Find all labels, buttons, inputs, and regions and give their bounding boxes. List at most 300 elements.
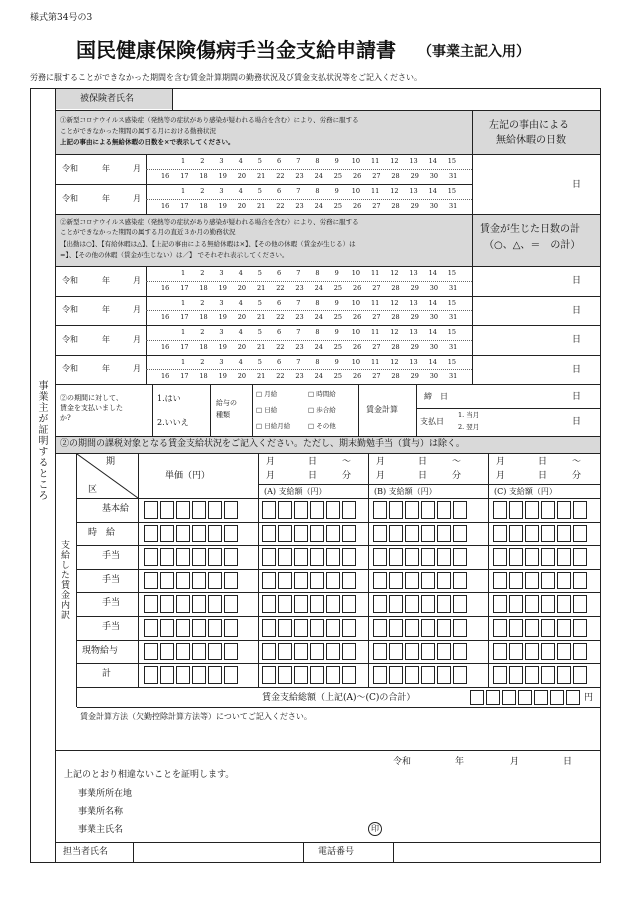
- day-number[interactable]: 12: [390, 357, 399, 366]
- amount-digit-box[interactable]: [509, 572, 523, 590]
- day-number[interactable]: 4: [238, 187, 243, 195]
- amount-digit-box[interactable]: [224, 619, 238, 637]
- amount-digit-box[interactable]: [373, 666, 387, 684]
- day-number[interactable]: 28: [391, 372, 400, 381]
- wage-type-hourly[interactable]: □ 時間給: [308, 390, 336, 398]
- day-number[interactable]: 23: [295, 172, 304, 180]
- day-number[interactable]: 19: [218, 283, 227, 292]
- amount-digit-box[interactable]: [192, 501, 206, 519]
- amount-digit-box[interactable]: [278, 643, 292, 661]
- day-number[interactable]: 30: [429, 202, 439, 210]
- amount-digit-box[interactable]: [437, 548, 451, 566]
- day-number[interactable]: 5: [257, 187, 262, 195]
- total-digit-box[interactable]: [518, 690, 532, 705]
- day-number[interactable]: 29: [410, 202, 419, 210]
- amount-digit-box[interactable]: [453, 572, 467, 590]
- wage-type-monthly[interactable]: □ 月給: [256, 390, 278, 398]
- amount-digit-box[interactable]: [389, 643, 403, 661]
- amount-digit-box[interactable]: [192, 643, 206, 661]
- day-number[interactable]: 19: [218, 342, 227, 351]
- day-number[interactable]: 7: [296, 157, 301, 165]
- day-number[interactable]: 17: [180, 283, 189, 292]
- amount-digit-box[interactable]: [557, 595, 571, 613]
- day-number[interactable]: 8: [315, 357, 320, 366]
- day-number[interactable]: 7: [296, 357, 301, 366]
- amount-digit-box[interactable]: [373, 619, 387, 637]
- amount-digit-box[interactable]: [557, 501, 571, 519]
- day-number[interactable]: 9: [334, 187, 339, 195]
- amount-digit-box[interactable]: [373, 548, 387, 566]
- day-number[interactable]: 19: [218, 202, 227, 210]
- day-number[interactable]: 5: [257, 157, 262, 165]
- day-number[interactable]: 26: [353, 283, 362, 292]
- amount-digit-box[interactable]: [493, 501, 507, 519]
- amount-digit-box[interactable]: [389, 595, 403, 613]
- day-number[interactable]: 27: [372, 172, 381, 180]
- amount-digit-box[interactable]: [342, 643, 356, 661]
- amount-digit-box[interactable]: [310, 619, 324, 637]
- amount-digit-box[interactable]: [224, 572, 238, 590]
- day-number[interactable]: 30: [429, 372, 439, 381]
- amount-digit-box[interactable]: [509, 619, 523, 637]
- day-number[interactable]: 11: [371, 328, 380, 336]
- day-number[interactable]: 5: [257, 269, 262, 277]
- day-number[interactable]: 8: [315, 269, 320, 277]
- day-number[interactable]: 24: [314, 283, 323, 292]
- day-number[interactable]: 9: [334, 357, 339, 366]
- amount-digit-box[interactable]: [160, 619, 174, 637]
- amount-digit-box[interactable]: [493, 666, 507, 684]
- amount-digit-box[interactable]: [493, 548, 507, 566]
- calc-method-field[interactable]: [77, 726, 600, 750]
- day-number[interactable]: 21: [257, 202, 266, 210]
- day-number[interactable]: 9: [334, 269, 339, 277]
- wage-type-commission[interactable]: □ 歩合給: [308, 406, 336, 414]
- amount-digit-box[interactable]: [573, 619, 587, 637]
- total-digit-box[interactable]: [550, 690, 564, 705]
- day-number[interactable]: 7: [296, 298, 301, 307]
- day-number[interactable]: 18: [199, 283, 208, 292]
- amount-digit-box[interactable]: [509, 501, 523, 519]
- amount-digit-box[interactable]: [421, 548, 435, 566]
- day-number[interactable]: 29: [410, 283, 419, 292]
- day-number[interactable]: 21: [257, 313, 266, 322]
- amount-digit-box[interactable]: [192, 595, 206, 613]
- day-number[interactable]: 20: [237, 172, 247, 180]
- amount-digit-box[interactable]: [310, 666, 324, 684]
- total-digit-box[interactable]: [534, 690, 548, 705]
- day-number[interactable]: 15: [447, 328, 457, 336]
- day-number[interactable]: 16: [161, 283, 170, 292]
- amount-digit-box[interactable]: [326, 643, 340, 661]
- day-number[interactable]: 29: [410, 372, 419, 381]
- amount-digit-box[interactable]: [224, 501, 238, 519]
- amount-digit-box[interactable]: [176, 619, 190, 637]
- amount-digit-box[interactable]: [342, 548, 356, 566]
- payday-current-month[interactable]: 1. 当月: [458, 411, 480, 419]
- amount-digit-box[interactable]: [557, 666, 571, 684]
- day-number[interactable]: 11: [371, 157, 380, 165]
- day-number[interactable]: 2: [200, 187, 205, 195]
- amount-digit-box[interactable]: [405, 548, 419, 566]
- amount-digit-box[interactable]: [421, 595, 435, 613]
- amount-digit-box[interactable]: [421, 572, 435, 590]
- day-number[interactable]: 21: [257, 372, 266, 381]
- day-number[interactable]: 31: [449, 313, 458, 322]
- day-number[interactable]: 13: [409, 298, 418, 307]
- day-number[interactable]: 4: [238, 269, 243, 277]
- amount-digit-box[interactable]: [573, 595, 587, 613]
- day-number[interactable]: 29: [410, 172, 419, 180]
- amount-digit-box[interactable]: [278, 501, 292, 519]
- amount-digit-box[interactable]: [294, 548, 308, 566]
- day-number[interactable]: 25: [333, 172, 343, 180]
- day-number[interactable]: 6: [277, 357, 282, 366]
- amount-digit-box[interactable]: [144, 572, 158, 590]
- amount-digit-box[interactable]: [176, 643, 190, 661]
- day-number[interactable]: 2: [200, 157, 205, 165]
- day-number[interactable]: 19: [218, 313, 227, 322]
- day-number[interactable]: 13: [409, 357, 418, 366]
- amount-digit-box[interactable]: [278, 666, 292, 684]
- day-number[interactable]: 30: [429, 283, 439, 292]
- day-number[interactable]: 10: [351, 357, 361, 366]
- day-number[interactable]: 25: [333, 283, 343, 292]
- amount-digit-box[interactable]: [310, 525, 324, 543]
- day-number[interactable]: 14: [428, 157, 437, 165]
- day-number[interactable]: 24: [314, 372, 323, 381]
- day-number[interactable]: 6: [277, 187, 282, 195]
- day-number[interactable]: 10: [351, 187, 361, 195]
- day-number[interactable]: 27: [372, 372, 381, 381]
- day-number[interactable]: 6: [277, 157, 282, 165]
- amount-digit-box[interactable]: [144, 525, 158, 543]
- day-number[interactable]: 25: [333, 342, 343, 351]
- amount-digit-box[interactable]: [421, 619, 435, 637]
- day-number[interactable]: 11: [371, 187, 380, 195]
- day-number[interactable]: 16: [161, 172, 170, 180]
- amount-digit-box[interactable]: [342, 525, 356, 543]
- amount-digit-box[interactable]: [389, 666, 403, 684]
- amount-digit-box[interactable]: [144, 619, 158, 637]
- amount-digit-box[interactable]: [557, 548, 571, 566]
- day-number[interactable]: 12: [390, 328, 399, 336]
- day-number[interactable]: 25: [333, 313, 343, 322]
- month-row[interactable]: [60, 186, 145, 212]
- day-number[interactable]: 14: [428, 269, 437, 277]
- amount-digit-box[interactable]: [294, 643, 308, 661]
- amount-digit-box[interactable]: [208, 595, 222, 613]
- amount-digit-box[interactable]: [453, 666, 467, 684]
- amount-digit-box[interactable]: [509, 525, 523, 543]
- day-number[interactable]: 31: [449, 172, 458, 180]
- amount-digit-box[interactable]: [437, 666, 451, 684]
- amount-digit-box[interactable]: [342, 501, 356, 519]
- amount-digit-box[interactable]: [294, 501, 308, 519]
- day-number[interactable]: 26: [353, 172, 362, 180]
- day-number[interactable]: 1: [181, 157, 186, 165]
- day-number[interactable]: 15: [447, 187, 457, 195]
- amount-digit-box[interactable]: [373, 643, 387, 661]
- amount-digit-box[interactable]: [160, 525, 174, 543]
- amount-digit-box[interactable]: [493, 595, 507, 613]
- amount-digit-box[interactable]: [176, 525, 190, 543]
- amount-digit-box[interactable]: [541, 572, 555, 590]
- day-number[interactable]: 3: [219, 157, 224, 165]
- day-number[interactable]: 2: [200, 298, 205, 307]
- amount-digit-box[interactable]: [310, 572, 324, 590]
- amount-digit-box[interactable]: [437, 643, 451, 661]
- day-number[interactable]: 18: [199, 172, 208, 180]
- amount-digit-box[interactable]: [160, 572, 174, 590]
- day-number[interactable]: 30: [429, 342, 439, 351]
- amount-digit-box[interactable]: [294, 666, 308, 684]
- amount-digit-box[interactable]: [509, 548, 523, 566]
- day-number[interactable]: 3: [219, 298, 224, 307]
- amount-digit-box[interactable]: [160, 666, 174, 684]
- amount-digit-box[interactable]: [405, 619, 419, 637]
- amount-digit-box[interactable]: [405, 501, 419, 519]
- day-number[interactable]: 9: [334, 157, 339, 165]
- amount-digit-box[interactable]: [326, 619, 340, 637]
- day-number[interactable]: 2: [200, 269, 205, 277]
- day-number[interactable]: 5: [257, 357, 262, 366]
- day-number[interactable]: 26: [353, 342, 362, 351]
- amount-digit-box[interactable]: [160, 595, 174, 613]
- total-digit-box[interactable]: [566, 690, 580, 705]
- day-number[interactable]: 18: [199, 313, 208, 322]
- amount-digit-box[interactable]: [405, 572, 419, 590]
- day-number[interactable]: 10: [351, 328, 361, 336]
- amount-digit-box[interactable]: [224, 548, 238, 566]
- amount-digit-box[interactable]: [144, 666, 158, 684]
- amount-digit-box[interactable]: [294, 572, 308, 590]
- amount-digit-box[interactable]: [573, 501, 587, 519]
- amount-digit-box[interactable]: [573, 572, 587, 590]
- day-number[interactable]: 8: [315, 328, 320, 336]
- amount-digit-box[interactable]: [224, 643, 238, 661]
- day-number[interactable]: 14: [428, 187, 437, 195]
- amount-digit-box[interactable]: [192, 548, 206, 566]
- amount-digit-box[interactable]: [262, 525, 276, 543]
- day-number[interactable]: 22: [276, 283, 285, 292]
- amount-digit-box[interactable]: [310, 501, 324, 519]
- day-number[interactable]: 6: [277, 328, 282, 336]
- amount-digit-box[interactable]: [509, 643, 523, 661]
- day-number[interactable]: 30: [429, 172, 439, 180]
- month-row[interactable]: [60, 156, 145, 182]
- amount-digit-box[interactable]: [294, 619, 308, 637]
- day-number[interactable]: 3: [219, 328, 224, 336]
- amount-digit-box[interactable]: [326, 525, 340, 543]
- day-number[interactable]: 1: [181, 187, 186, 195]
- amount-digit-box[interactable]: [437, 501, 451, 519]
- day-number[interactable]: 14: [428, 328, 437, 336]
- day-number[interactable]: 12: [390, 157, 399, 165]
- amount-digit-box[interactable]: [541, 666, 555, 684]
- amount-digit-box[interactable]: [326, 501, 340, 519]
- amount-digit-box[interactable]: [342, 666, 356, 684]
- amount-digit-box[interactable]: [405, 666, 419, 684]
- day-number[interactable]: 19: [218, 172, 227, 180]
- amount-digit-box[interactable]: [573, 525, 587, 543]
- day-number[interactable]: 4: [238, 298, 243, 307]
- payday-next-month[interactable]: 2. 翌月: [458, 423, 480, 431]
- day-number[interactable]: 6: [277, 269, 282, 277]
- wage-type-daily-monthly[interactable]: □ 日給月給: [256, 422, 291, 430]
- amount-digit-box[interactable]: [176, 548, 190, 566]
- amount-digit-box[interactable]: [342, 595, 356, 613]
- amount-digit-box[interactable]: [326, 666, 340, 684]
- amount-digit-box[interactable]: [525, 643, 539, 661]
- amount-digit-box[interactable]: [453, 501, 467, 519]
- amount-digit-box[interactable]: [437, 525, 451, 543]
- day-number[interactable]: 15: [447, 298, 457, 307]
- amount-digit-box[interactable]: [453, 619, 467, 637]
- day-number[interactable]: 3: [219, 187, 224, 195]
- amount-digit-box[interactable]: [437, 572, 451, 590]
- contact-person-field[interactable]: [134, 843, 302, 862]
- amount-digit-box[interactable]: [310, 595, 324, 613]
- amount-digit-box[interactable]: [405, 643, 419, 661]
- day-number[interactable]: 14: [428, 357, 437, 366]
- day-number[interactable]: 1: [181, 328, 186, 336]
- amount-digit-box[interactable]: [224, 525, 238, 543]
- amount-digit-box[interactable]: [373, 595, 387, 613]
- amount-digit-box[interactable]: [326, 548, 340, 566]
- day-number[interactable]: 28: [391, 202, 400, 210]
- amount-digit-box[interactable]: [421, 643, 435, 661]
- amount-digit-box[interactable]: [541, 501, 555, 519]
- day-number[interactable]: 9: [334, 298, 339, 307]
- day-number[interactable]: 12: [390, 187, 399, 195]
- day-number[interactable]: 27: [372, 313, 381, 322]
- amount-digit-box[interactable]: [525, 525, 539, 543]
- amount-digit-box[interactable]: [262, 619, 276, 637]
- amount-digit-box[interactable]: [573, 643, 587, 661]
- day-number[interactable]: 25: [333, 202, 343, 210]
- amount-digit-box[interactable]: [389, 572, 403, 590]
- amount-digit-box[interactable]: [342, 572, 356, 590]
- day-number[interactable]: 31: [449, 283, 458, 292]
- amount-digit-box[interactable]: [525, 501, 539, 519]
- day-number[interactable]: 31: [449, 202, 458, 210]
- day-number[interactable]: 29: [410, 342, 419, 351]
- amount-digit-box[interactable]: [573, 666, 587, 684]
- day-number[interactable]: 25: [333, 372, 343, 381]
- amount-digit-box[interactable]: [144, 643, 158, 661]
- day-number[interactable]: 10: [351, 269, 361, 277]
- day-number[interactable]: 22: [276, 202, 285, 210]
- day-number[interactable]: 20: [237, 342, 247, 351]
- day-number[interactable]: 29: [410, 313, 419, 322]
- amount-digit-box[interactable]: [405, 595, 419, 613]
- amount-digit-box[interactable]: [176, 501, 190, 519]
- amount-digit-box[interactable]: [326, 595, 340, 613]
- amount-digit-box[interactable]: [541, 619, 555, 637]
- day-number[interactable]: 26: [353, 372, 362, 381]
- amount-digit-box[interactable]: [278, 572, 292, 590]
- amount-digit-box[interactable]: [262, 595, 276, 613]
- day-number[interactable]: 18: [199, 372, 208, 381]
- month-row[interactable]: [60, 327, 145, 353]
- amount-digit-box[interactable]: [278, 595, 292, 613]
- amount-digit-box[interactable]: [208, 548, 222, 566]
- amount-digit-box[interactable]: [192, 572, 206, 590]
- amount-digit-box[interactable]: [573, 548, 587, 566]
- day-number[interactable]: 16: [161, 372, 170, 381]
- day-number[interactable]: 2: [200, 357, 205, 366]
- amount-digit-box[interactable]: [208, 666, 222, 684]
- amount-digit-box[interactable]: [192, 619, 206, 637]
- amount-digit-box[interactable]: [176, 572, 190, 590]
- day-number[interactable]: 22: [276, 172, 285, 180]
- day-number[interactable]: 7: [296, 269, 301, 277]
- day-number[interactable]: 2: [200, 328, 205, 336]
- amount-digit-box[interactable]: [389, 525, 403, 543]
- day-number[interactable]: 11: [371, 269, 380, 277]
- day-number[interactable]: 20: [237, 372, 247, 381]
- day-number[interactable]: 4: [238, 328, 243, 336]
- day-number[interactable]: 16: [161, 202, 170, 210]
- day-number[interactable]: 21: [257, 172, 266, 180]
- amount-digit-box[interactable]: [278, 525, 292, 543]
- day-number[interactable]: 20: [237, 313, 247, 322]
- amount-digit-box[interactable]: [208, 525, 222, 543]
- wage-type-daily[interactable]: □ 日給: [256, 406, 278, 414]
- amount-digit-box[interactable]: [294, 595, 308, 613]
- day-number[interactable]: 11: [371, 298, 380, 307]
- amount-digit-box[interactable]: [224, 666, 238, 684]
- day-number[interactable]: 7: [296, 187, 301, 195]
- amount-digit-box[interactable]: [144, 501, 158, 519]
- amount-digit-box[interactable]: [453, 595, 467, 613]
- amount-digit-box[interactable]: [176, 595, 190, 613]
- day-number[interactable]: 17: [180, 202, 189, 210]
- day-number[interactable]: 21: [257, 342, 266, 351]
- amount-digit-box[interactable]: [144, 595, 158, 613]
- amount-digit-box[interactable]: [160, 548, 174, 566]
- day-number[interactable]: 31: [449, 372, 458, 381]
- amount-digit-box[interactable]: [557, 572, 571, 590]
- amount-digit-box[interactable]: [262, 666, 276, 684]
- day-number[interactable]: 27: [372, 283, 381, 292]
- amount-digit-box[interactable]: [208, 572, 222, 590]
- day-number[interactable]: 21: [257, 283, 266, 292]
- amount-digit-box[interactable]: [310, 548, 324, 566]
- day-number[interactable]: 17: [180, 342, 189, 351]
- day-number[interactable]: 7: [296, 328, 301, 336]
- day-number[interactable]: 15: [447, 157, 457, 165]
- day-number[interactable]: 1: [181, 269, 186, 277]
- amount-digit-box[interactable]: [525, 666, 539, 684]
- total-digit-box[interactable]: [502, 690, 516, 705]
- day-number[interactable]: 26: [353, 202, 362, 210]
- amount-digit-box[interactable]: [525, 595, 539, 613]
- total-digit-box[interactable]: [486, 690, 500, 705]
- amount-digit-box[interactable]: [326, 572, 340, 590]
- amount-digit-box[interactable]: [208, 501, 222, 519]
- amount-digit-box[interactable]: [192, 525, 206, 543]
- amount-digit-box[interactable]: [389, 548, 403, 566]
- amount-digit-box[interactable]: [453, 548, 467, 566]
- day-number[interactable]: 23: [295, 342, 304, 351]
- amount-digit-box[interactable]: [373, 501, 387, 519]
- day-number[interactable]: 20: [237, 202, 247, 210]
- amount-digit-box[interactable]: [224, 595, 238, 613]
- amount-digit-box[interactable]: [421, 666, 435, 684]
- day-number[interactable]: 1: [181, 298, 186, 307]
